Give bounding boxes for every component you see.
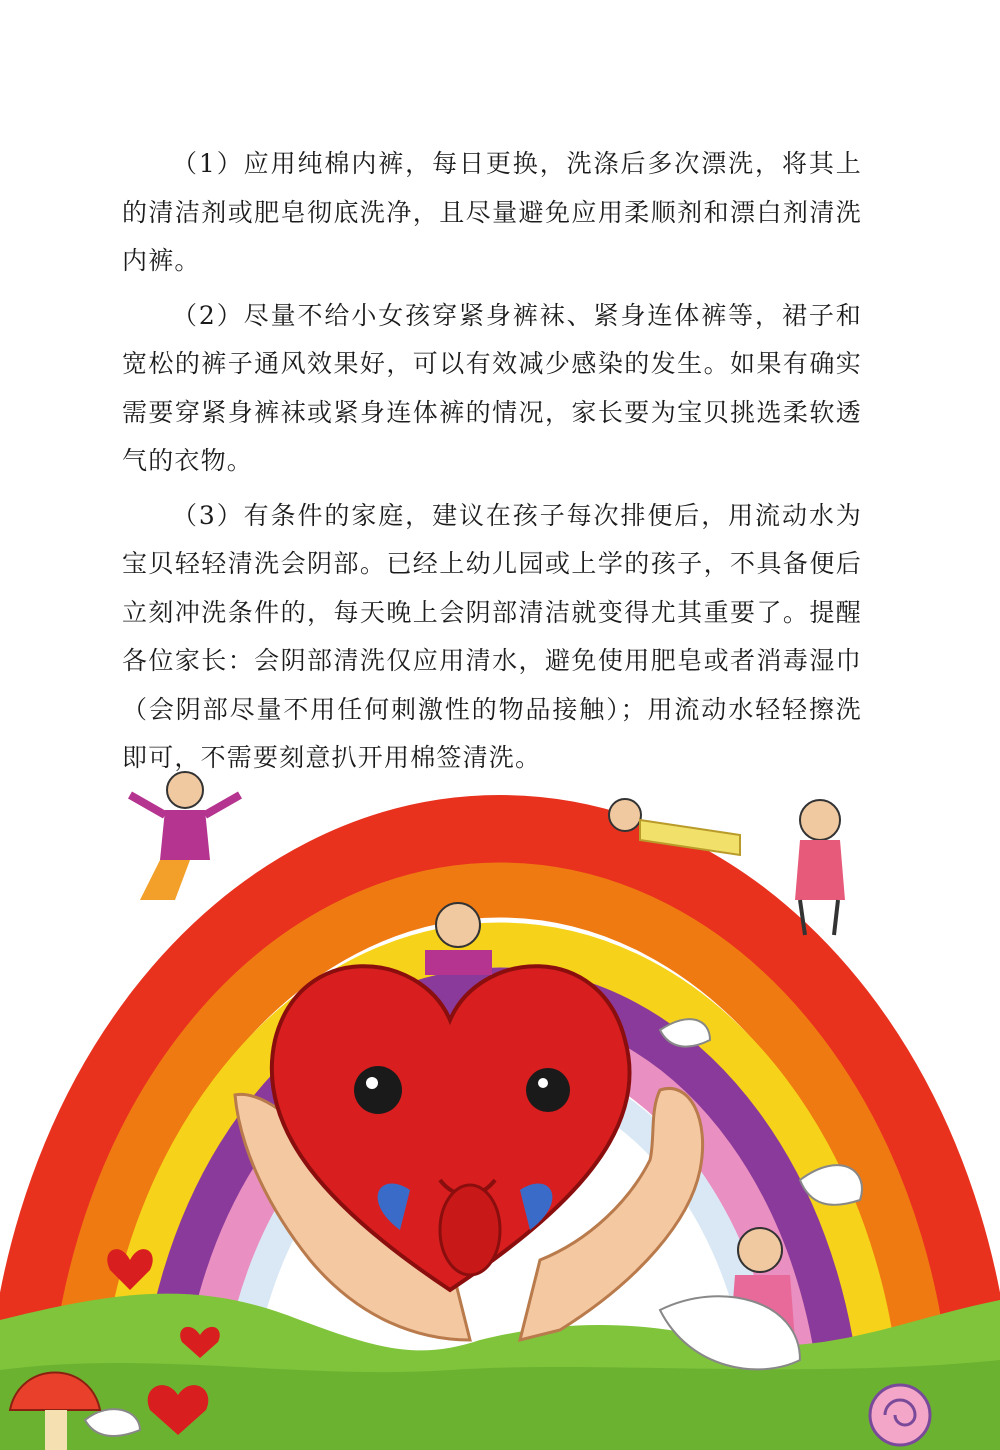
paragraph-2: （2）尽量不给小女孩穿紧身裤袜、紧身连体裤等，裙子和宽松的裤子通风效果好，可以有效减少感染的发生。如果有确实需要穿紧身裤袜或紧身连体裤的情况，家长要为宝贝挑选柔软透气的衣物。	[122, 300, 862, 475]
paragraph-1: （1）应用纯棉内裤，每日更换，洗涤后多次漂洗，将其上的清洁剂或肥皂彻底洗净，且尽量避免应用柔顺剂和漂白剂清洗内裤。	[122, 149, 862, 275]
snail-icon	[870, 1385, 930, 1445]
body-text	[122, 140, 862, 789]
paragraph-3: （3）有条件的家庭，建议在孩子每次排便后，用流动水为宝贝轻轻清洗会阴部。已经上幼儿园或上学的孩子，不具备便后立刻冲洗条件的，每天晚上会阴部清洁就变得尤其重要了。提醒各位家长：会阴部清洗仅应用清水，避免使用肥皂或者消毒湿巾（会阴部尽量不用任何刺激性的物品接触）；用流动水轻轻擦洗即可，不需要刻意扒开用棉签清洗。	[122, 500, 862, 772]
child-figure-icon	[795, 800, 845, 935]
childrens-rainbow-heart-drawing-icon	[0, 760, 1000, 1450]
child-figure-icon	[130, 772, 240, 900]
